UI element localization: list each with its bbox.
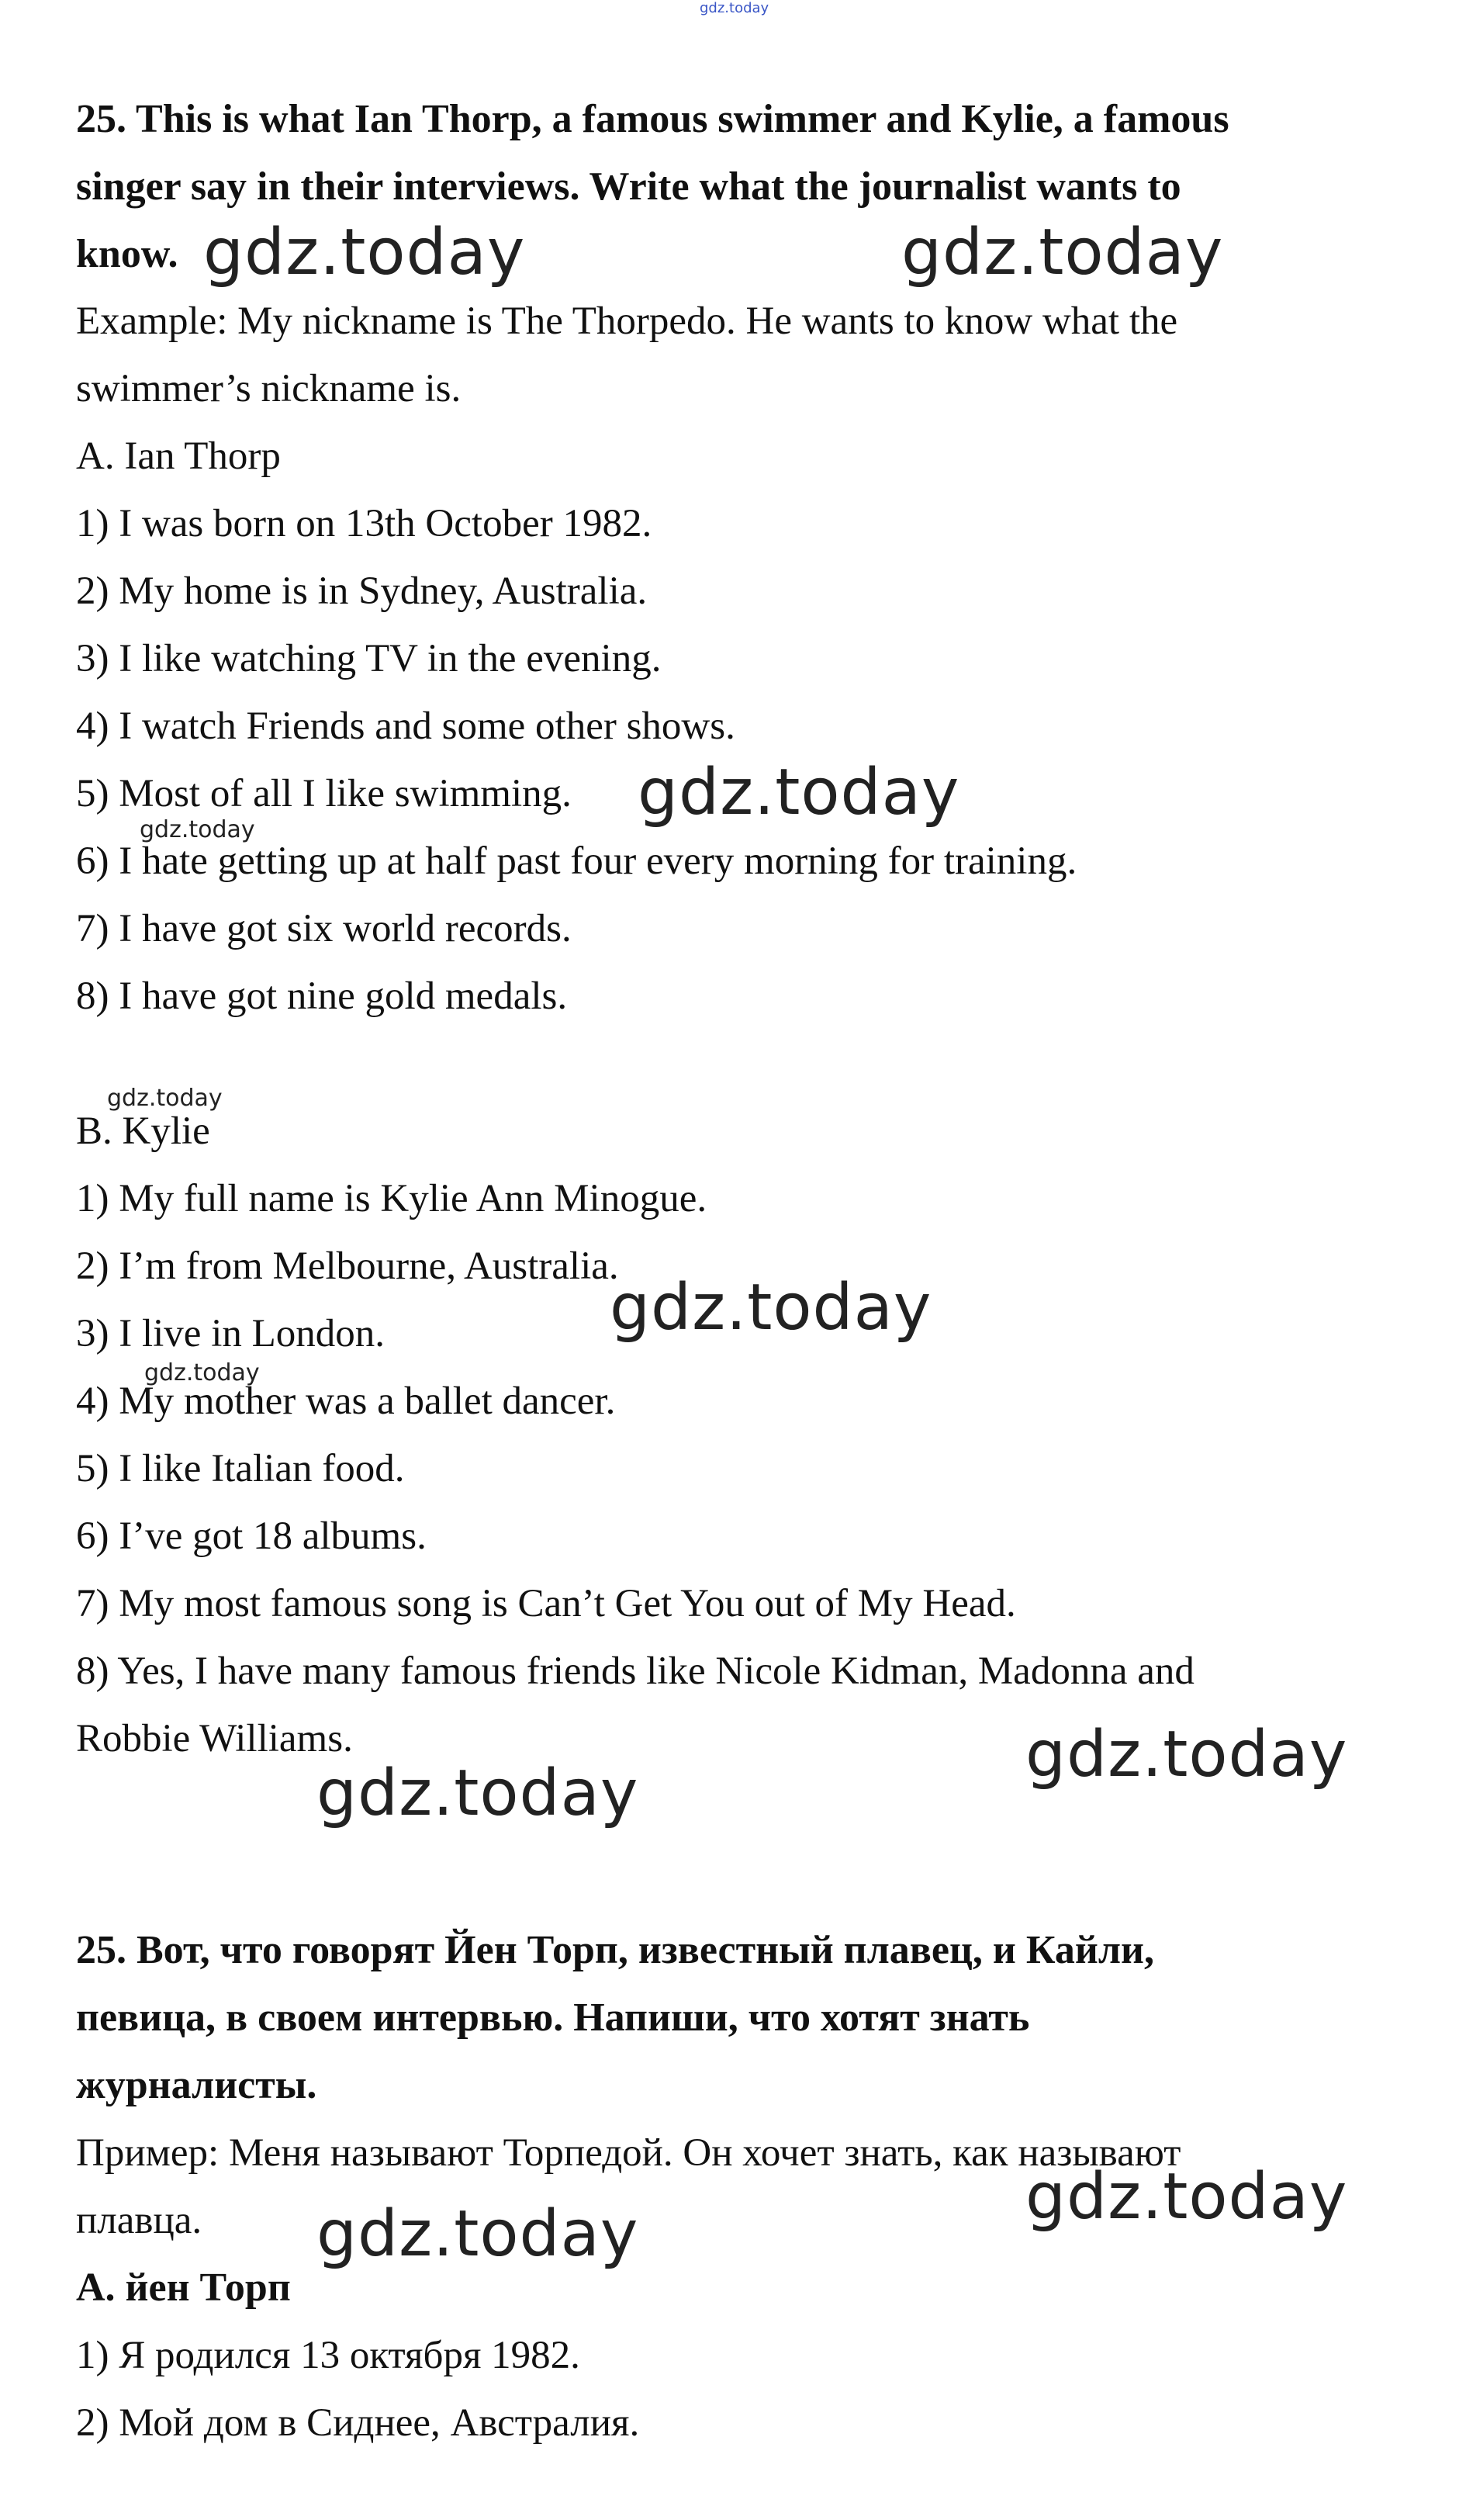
watermark-4: gdz.today: [140, 816, 255, 843]
watermark-1: gdz.today: [203, 216, 526, 289]
section-b-item-1: 1) My full name is Kylie Ann Minogue.: [76, 1177, 707, 1220]
ru-task-title-line-1: 25. Вот, что говорят Йен Торп, известный плавец, и Кайли,: [76, 1928, 1155, 1972]
section-b-item-8: 8) Yes, I have many famous friends like Nicole Kidman, Madonna and: [76, 1649, 1195, 1693]
ru-section-a-item-2: 2) Мой дом в Сиднее, Австралия.: [76, 2401, 640, 2445]
watermark-10: gdz.today: [1025, 2160, 1348, 2234]
watermark-8: gdz.today: [1025, 1718, 1348, 1791]
section-b-item-7: 7) My most famous song is Can’t Get You out of My Head.: [76, 1582, 1016, 1625]
task-title-line-2: singer say in their interviews. Write what the journalist wants to: [76, 164, 1181, 209]
example-line-2: swimmer’s nickname is.: [76, 367, 462, 410]
section-a-item-4: 4) I watch Friends and some other shows.: [76, 704, 735, 748]
section-a-item-8: 8) I have got nine gold medals.: [76, 974, 568, 1018]
header-watermark: gdz.today: [700, 0, 769, 16]
section-b-item-5: 5) I like Italian food.: [76, 1447, 405, 1490]
ru-example-line-1: Пример: Меня называют Торпедой. Он хочет знать, как называют: [76, 2131, 1181, 2175]
section-a-heading: A. Ian Thorp: [76, 434, 281, 478]
section-b-item-2: 2) I’m from Melbourne, Australia.: [76, 1244, 619, 1288]
ru-example-line-2: плавца.: [76, 2199, 202, 2242]
watermark-6: gdz.today: [610, 1271, 932, 1345]
section-b-heading: B. Kylie: [76, 1109, 210, 1153]
section-a-item-3: 3) I like watching TV in the evening.: [76, 637, 662, 680]
task-title-line-1: 25. This is what Ian Thorp, a famous swimmer and Kylie, a famous: [76, 97, 1229, 141]
watermark-11: gdz.today: [316, 2197, 639, 2271]
section-b-item-3: 3) I live in London.: [76, 1312, 385, 1355]
watermark-7: gdz.today: [144, 1359, 260, 1386]
watermark-5: gdz.today: [107, 1085, 223, 1112]
ru-section-a-heading: А. йен Торп: [76, 2266, 291, 2310]
ru-task-title-line-2: певица, в своем интервью. Напиши, что хотят знать: [76, 1996, 1030, 2040]
ru-task-title-line-3: журналисты.: [76, 2063, 317, 2107]
watermark-9: gdz.today: [316, 1757, 639, 1830]
section-a-item-7: 7) I have got six world records.: [76, 907, 572, 950]
section-b-item-8-cont: Robbie Williams.: [76, 1717, 353, 1760]
ru-section-a-item-1: 1) Я родился 13 октября 1982.: [76, 2334, 580, 2377]
watermark-2: gdz.today: [901, 216, 1224, 289]
watermark-3: gdz.today: [638, 756, 960, 829]
section-b-item-4: 4) My mother was a ballet dancer.: [76, 1379, 616, 1423]
section-a-item-6: 6) I hate getting up at half past four every morning for training.: [76, 839, 1077, 883]
section-a-item-5: 5) Most of all I like swimming.: [76, 772, 572, 815]
section-a-item-2: 2) My home is in Sydney, Australia.: [76, 569, 648, 613]
task-title-line-3: know.: [76, 232, 178, 276]
example-line-1: Example: My nickname is The Thorpedo. He wants to know what the: [76, 299, 1178, 343]
section-b-item-6: 6) I’ve got 18 albums.: [76, 1514, 427, 1558]
section-a-item-1: 1) I was born on 13th October 1982.: [76, 502, 652, 545]
